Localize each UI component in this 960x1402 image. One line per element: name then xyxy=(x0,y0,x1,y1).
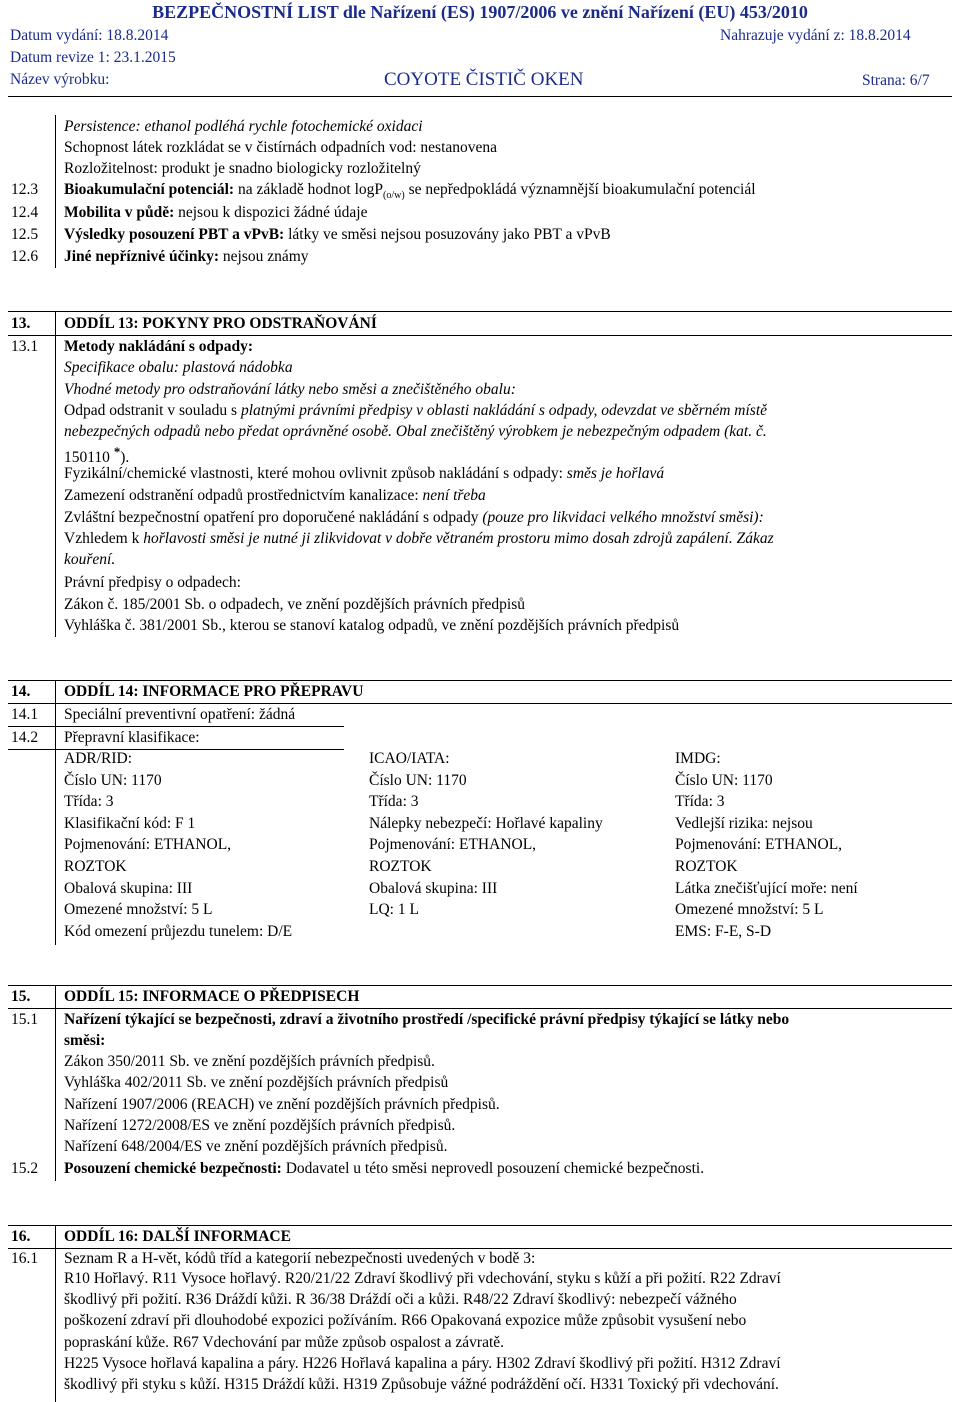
imdg-field: Látka znečišťující moře: není xyxy=(675,879,858,897)
decree-ref: Vyhláška č. 381/2001 Sb. xyxy=(64,617,223,634)
adr-field: Pojmenování: ETHANOL, xyxy=(64,836,232,854)
special-value: (pouze pro likvidaci velkého množství směsi): xyxy=(482,509,764,526)
adr-field: ROZTOK xyxy=(64,858,127,875)
imdg-field: IMDG: xyxy=(675,750,721,767)
section-divider xyxy=(8,1225,952,1226)
assessment-label: Posouzení chemické bezpečnosti: xyxy=(64,1160,282,1177)
column-divider xyxy=(55,680,56,945)
section-number: 16.1 xyxy=(11,1250,39,1267)
sewer-line xyxy=(64,487,486,505)
row-divider xyxy=(8,749,344,750)
h-phrase-line: H225 Vysoce hořlavá kapalina a páry. H226 Hořlavá kapalina a páry. H302 Zdraví škodlivý při požití. H312 Zdraví xyxy=(64,1355,781,1372)
adr-field: Omezené množství: 5 L xyxy=(64,901,213,919)
bioaccumulation-text: na základě hodnot logP xyxy=(234,181,384,198)
decree-text: , kterou se stanoví katalog odpadů, ve znění pozdějších právních předpisů xyxy=(222,617,680,634)
row-divider xyxy=(8,726,344,727)
persistence-text: Persistence: ethanol podléhá rychle fotochemické oxidaci xyxy=(64,118,423,135)
physchem-value: směs je hořlavá xyxy=(566,465,665,482)
logp-subscript: (o/w) xyxy=(383,190,405,202)
section-15-title: ODDÍL 15: INFORMACE O PŘEDPISECH xyxy=(64,988,360,1005)
imdg-field: ROZTOK xyxy=(675,858,738,875)
waste-code xyxy=(64,444,129,467)
product-name: COYOTE ČISTIČ OKEN xyxy=(384,69,584,90)
section-number: 12.6 xyxy=(11,248,39,265)
section-number: 15.1 xyxy=(11,1011,39,1028)
icao-field: Číslo UN: 1170 xyxy=(369,771,467,789)
packaging-spec: Specifikace obalu: plastová nádobka xyxy=(64,359,293,376)
section-16-number: 16. xyxy=(11,1228,31,1245)
disposal-line xyxy=(64,402,767,420)
imdg-field: Třída: 3 xyxy=(675,793,725,811)
flammability-value: hořlavosti směsi je nutné ji zlikvidovat v dobře větraném prostoru mimo dosah zdrojů zapálení. Zákaz xyxy=(143,530,774,547)
icao-field: Třída: 3 xyxy=(369,793,419,811)
other-effects-label: Jiné nepříznivé účinky: xyxy=(64,248,220,265)
icao-field: Nálepky nebezpečí: Hořlavé kapaliny xyxy=(369,814,603,832)
preventive-measures: Speciální preventivní opatření: žádná xyxy=(64,706,296,723)
section-number: 15.2 xyxy=(11,1160,39,1177)
section-number: 13.1 xyxy=(11,338,39,355)
pbt-text: látky ve směsi nejsou posuzovány jako PBT a vPvB xyxy=(284,226,611,243)
other-effects-row xyxy=(64,248,309,266)
special-measures-line xyxy=(64,509,764,527)
r-phrase-line: škodlivý při požití. R36 Dráždí kůži. R 36/38 Dráždí oči a kůži. R48/22 Zdraví škodlivý: nebezpečí vážného xyxy=(64,1291,737,1309)
section-divider xyxy=(8,985,952,986)
sewer-value: není třeba xyxy=(422,487,486,504)
section-14-number: 14. xyxy=(11,683,31,700)
icao-field: ICAO/IATA: xyxy=(369,750,450,767)
flammability-text: Vzhledem k xyxy=(64,530,144,547)
section-number: 12.4 xyxy=(11,204,39,221)
header-divider xyxy=(8,96,952,97)
bioaccumulation-row xyxy=(64,181,756,201)
adr-field: Obalová skupina: III xyxy=(64,879,193,897)
imdg-field: Vedlejší rizika: nejsou xyxy=(675,814,813,832)
section-number: 12.3 xyxy=(11,181,39,198)
disposal-text-italic: platnými právními předpisy v oblasti nakládání s odpady, odevzdat ve sběrném místě xyxy=(240,402,768,419)
revision-date: Datum revize 1: 23.1.2015 xyxy=(10,49,176,66)
column-divider xyxy=(55,1225,56,1402)
waste-decree xyxy=(64,617,679,635)
bioaccumulation-label: Bioakumulační potenciál: xyxy=(64,181,235,198)
icao-field: ROZTOK xyxy=(369,858,432,875)
r-phrase-line: R10 Hořlavý. R11 Vysoce hořlavý. R20/21/22 Zdraví škodlivý při vdechování, styku s kůží a při požití. R22 Zdraví xyxy=(64,1270,781,1287)
hazard-asterisk: * xyxy=(113,444,121,459)
adr-field: Klasifikační kód: F 1 xyxy=(64,814,196,832)
section-divider xyxy=(8,680,952,681)
law-text: o odpadech, ve znění pozdějších právních předpisů xyxy=(204,596,526,613)
bioaccumulation-text-2: se nepředpokládá významnější bioakumulační potenciál xyxy=(404,181,756,198)
suitable-methods: Vhodné metody pro odstraňování látky nebo směsi a znečištěného obalu: xyxy=(64,381,516,398)
icao-field: LQ: 1 L xyxy=(369,901,419,919)
regulation-item: Nařízení 1907/2006 (REACH) ve znění pozdějších právních předpisů. xyxy=(64,1095,500,1113)
column-divider xyxy=(55,115,56,268)
section-divider xyxy=(8,1248,952,1249)
imdg-field: Omezené množství: 5 L xyxy=(675,901,824,919)
imdg-field: Pojmenování: ETHANOL, xyxy=(675,836,843,854)
phrases-intro: Seznam R a H-vět, kódů tříd a kategorií nebezpečnosti uvedených v bodě 3: xyxy=(64,1250,536,1267)
mobility-row xyxy=(64,204,368,222)
section-14-title: ODDÍL 14: INFORMACE PRO PŘEPRAVU xyxy=(64,683,364,700)
h-phrase-line: škodlivý při styku s kůží. H315 Dráždí kůži. H319 Způsobuje vážné podráždění očí. H331 Toxický při vdechování. xyxy=(64,1376,779,1394)
disposal-line-2: nebezpečných odpadů nebo předat oprávněné osobě. Obal znečištěný výrobkem je nebezpečným odpadem (kat. č. xyxy=(64,423,767,440)
waste-code-end: ). xyxy=(120,449,130,467)
flammability-line xyxy=(64,530,774,548)
section-divider xyxy=(8,1008,952,1009)
flammability-line-2: kouření. xyxy=(64,551,116,568)
physchem-text: Fyzikální/chemické vlastnosti, které mohou ovlivnit způsob nakládání s odpady: xyxy=(64,465,567,482)
r-phrase-line: poškození zdraví při dlouhodobé expozici požíváním. R66 Opakovaná expozice může způsobit vysušení nebo xyxy=(64,1312,747,1330)
wastewater-text: Schopnost látek rozkládat se v čistírnách odpadních vod: nestanovena xyxy=(64,139,498,156)
section-13-title: ODDÍL 13: POKYNY PRO ODSTRAŇOVÁNÍ xyxy=(64,315,377,332)
regulation-item: Zákon 350/2011 Sb. ve znění pozdějších právních předpisů. xyxy=(64,1053,435,1070)
regulation-item: Nařízení 648/2004/ES ve znění pozdějších právních předpisů. xyxy=(64,1138,448,1156)
section-number: 14.2 xyxy=(11,729,39,746)
transport-classification: Přepravní klasifikace: xyxy=(64,729,200,746)
section-divider xyxy=(8,335,952,336)
section-number: 12.5 xyxy=(11,226,39,243)
waste-law xyxy=(64,596,525,614)
disposal-text: Odpad odstranit v souladu s xyxy=(64,402,241,419)
regulations-title: Nařízení týkající se bezpečnosti, zdraví a životního prostředí /specifické právní předpisy týkající se látky nebo xyxy=(64,1011,790,1028)
page-number: Strana: 6/7 xyxy=(862,72,930,89)
document-title: BEZPEČNOSTNÍ LIST dle Nařízení (ES) 1907/2006 ve znění Nařízení (EU) 453/2010 xyxy=(152,2,808,22)
waste-methods-label: Metody nakládání s odpady: xyxy=(64,338,254,355)
adr-field: ADR/RID: xyxy=(64,750,133,767)
waste-code-number: 150110 xyxy=(64,449,114,467)
regulations-title-2: směsi: xyxy=(64,1032,106,1049)
pbt-label: Výsledky posouzení PBT a vPvB: xyxy=(64,226,285,243)
column-divider xyxy=(55,985,56,1181)
sewer-text: Zamezení odstranění odpadů prostřednictvím kanalizace: xyxy=(64,487,423,504)
adr-field: Číslo UN: 1170 xyxy=(64,771,162,789)
imdg-field: Číslo UN: 1170 xyxy=(675,771,773,789)
column-divider xyxy=(55,311,56,637)
section-divider xyxy=(8,311,952,312)
adr-field: Třída: 3 xyxy=(64,793,114,811)
chemical-safety-assessment xyxy=(64,1160,704,1178)
issue-date: Datum vydání: 18.8.2014 xyxy=(10,27,169,44)
section-16-title: ODDÍL 16: DALŠÍ INFORMACE xyxy=(64,1228,291,1245)
regulation-item: Vyhláška 402/2011 Sb. ve znění pozdějších právních předpisů xyxy=(64,1074,449,1092)
special-text: Zvláštní bezpečnostní opatření pro doporučené nakládání s odpady xyxy=(64,509,483,526)
law-ref: Zákon č. 185/2001 Sb. xyxy=(64,596,205,613)
physchem-line xyxy=(64,465,664,483)
pbt-row xyxy=(64,226,611,244)
section-13-number: 13. xyxy=(11,315,31,332)
mobility-label: Mobilita v půdě: xyxy=(64,204,175,221)
replaces-date: Nahrazuje vydání z: 18.8.2014 xyxy=(720,27,911,44)
section-divider xyxy=(8,703,952,704)
degradability-text: Rozložitelnost: produkt je snadno biologicky rozložitelný xyxy=(64,160,421,177)
adr-field: Kód omezení průjezdu tunelem: D/E xyxy=(64,922,293,940)
section-number: 14.1 xyxy=(11,706,39,723)
icao-field: Obalová skupina: III xyxy=(369,879,498,897)
icao-field: Pojmenování: ETHANOL, xyxy=(369,836,537,854)
regulation-item: Nařízení 1272/2008/ES ve znění pozdějších právních předpisů. xyxy=(64,1116,456,1134)
r-phrase-line: popraskání kůže. R67 Vdechování par může způsob ospalost a závratě. xyxy=(64,1333,505,1351)
other-effects-text: nejsou známy xyxy=(219,248,309,265)
mobility-text: nejsou k dispozici žádné údaje xyxy=(174,204,368,221)
section-15-number: 15. xyxy=(11,988,31,1005)
product-label: Název výrobku: xyxy=(10,71,110,88)
assessment-text: Dodavatel u této směsi neprovedl posouzení chemické bezpečnosti. xyxy=(281,1160,705,1177)
imdg-field: EMS: F-E, S-D xyxy=(675,922,772,940)
legal-heading: Právní předpisy o odpadech: xyxy=(64,574,241,591)
